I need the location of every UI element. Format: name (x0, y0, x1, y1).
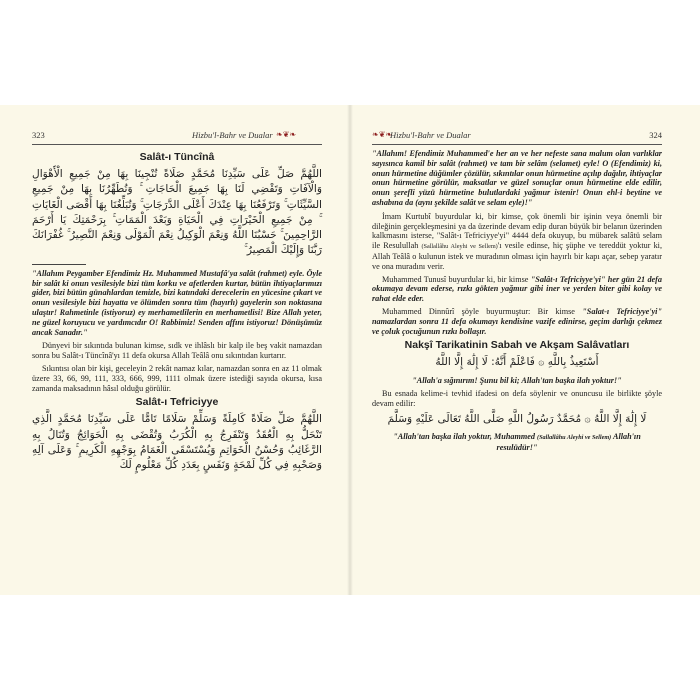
salawat-note: (Sallallâhu Aleyhi ve Sellem) (421, 243, 498, 251)
left-page (0, 105, 350, 595)
right-running-head (372, 130, 662, 142)
paragraph-text: Muhammed Dinnûrî şöyle buyurmuştur: Bir kimse (382, 306, 575, 316)
arabic-text-tevhid: لَا إِلَٰهَ إِلَّا اللَّهُ ۞ مُحَمَّدٌ رَسُولُ اللَّهِ صَلَّى اللَّهُ تَعَالَى عَلَيْهِ وَسَلَّمَ (387, 413, 647, 426)
section-title-naksi: Nakşî Tarikatinin Sabah ve Akşam Salâvatları (404, 339, 630, 352)
translation-tuncina: "Allahım Peygamber Efendimiz Hz. Muhammed Mustafâ'ya salât (rahmet) eyle. Öyle bir salât ki onun vesilesiyle bizi tüm korku ve afetlerden kurtar, bütün ihtiyaçlarımızı gider, bizi bütün günahlardan temizle, bizi katındaki derecelerin en yücesine çıkart ve onun vesilesiyle bizi hayatta ve ölümden sonra tüm (hayırlı) gayelerin son noktasına ulaştır! Rahmetinle (istiyoruz) ey merhametlilerin en merhametlisi! Bize Allah yeter, ne güzel koruyucu ve yardımcıdır O! Rabbimiz! Senden affını istiyoruz! Dönüşümüz ancak Sanadır." (32, 268, 322, 337)
separator (32, 264, 86, 265)
right-page (350, 105, 700, 595)
paragraph (372, 275, 662, 304)
translation-istiaze: "Allah'a sığınırım! Şunu bil ki; Allah'tan başka ilah yoktur!" (412, 375, 622, 385)
paragraph-text: İmam Kurtubî buyurdular ki, bir kimse, çok önemli bir işinin veya önemli bir dileğinin gerçekleşmesini ya da üzerinde devam edip duran büyük bir belanın üzerinden kalkmasını isterse, "Salât-ı Tefriciyye'yi" 4444 defa okuyup, bu mübarek salâtü selam ile Resulullah (372, 211, 662, 251)
translation-text: "Allah'tan başka ilah yoktur, Muhammed (393, 432, 535, 442)
translation-text: Allah'ın resulüdür!" (496, 432, 641, 453)
paragraph: Dünyevi bir sıkıntıda bulunan kimse, sıdk ve ihlâslı bir kalp ile beş vakit namazdan sonra bu Salât-ı Tüncînâ'yı 11 defa okursa Allah Teâlâ onu sıkıntıdan kurtarır. (32, 341, 322, 361)
paragraph-emphasis: "Salat-ı Tefriciyye'yi" namazlardan sonra 11 defa okumayı kendisine vazife edinirse, geçim darlığı çekmez ve çoluk çocuğunun rızkı bollaşır. (372, 306, 662, 336)
paragraph (372, 212, 662, 272)
salawat-note: (Sallallâhu Aleyhi ve Sellem) (537, 434, 612, 442)
book-gutter (347, 105, 353, 595)
paragraph: Sıkıntısı olan bir kişi, geceleyin 2 rekât namaz kılar, namazdan sonra en az 11 olmak üzere 33, 66, 99, 111, 333, 666, 999, 1111 olmak üzere istediği sayıda okursa, kısa zamanda maksadının hâsıl olduğu görülür. (32, 363, 322, 393)
right-ornament-icon: ❧❦❧ (372, 130, 393, 139)
left-ornament-icon: ❧❦❧ (276, 130, 297, 139)
arabic-text-tefriciyye: اللَّهُمَّ صَلِّ صَلَاةً كَامِلَةً وَسَلِّمْ سَلَامًا تَامًّا عَلَى سَيِّدِنَا مُحَمَّدٍ الَّذِي تَنْحَلُّ بِهِ الْعُقَدُ وَتَنْفَرِجُ بِهِ الْكُرَبُ وَتُقْضَى بِهِ الْحَوَائِجُ وَتُنَالُ بِهِ الرَّغَائِبُ وَحُسْنُ الْخَوَاتِمِ وَيُسْتَسْقَى الْغَمَامُ بِوَجْهِهِ الْكَرِيمِ ۚ وَعَلَى آلِهِ وَصَحْبِهِ فِي كُلِّ لَمْحَةٍ وَنَفَسٍ بِعَدَدِ كُلِّ مَعْلُومٍ لَكَ (32, 413, 322, 472)
left-header-rule (32, 144, 322, 145)
right-running-title: Hizbu'l-Bahr ve Dualar (390, 130, 471, 140)
section-title-tuncina: Salât-ı Tüncînâ (139, 151, 215, 163)
arabic-text-istiaze: أَسْتَعِيذُ بِاللَّهِ ۞ فَاعْلَمْ أَنَّهُ: لَا إِلَٰهَ إِلَّا اللَّهُ (435, 356, 599, 369)
right-page-body (372, 149, 662, 457)
paragraph (372, 307, 662, 336)
paragraph: Bu esnada kelime-i tevhid ifadesi on defa söylenir ve onuncusu ile birlikte şöyle devam edilir: (372, 389, 662, 409)
right-page-number: 324 (649, 130, 662, 140)
book-spread (0, 105, 700, 595)
paragraph-emphasis: "Salât-ı Tefriciyye'yi" her gün 21 defa okumaya devam ederse, rızkı gökten yağmur gibi iner ve yerden biter gibi kolay ve rahat elde eder. (372, 274, 663, 304)
paragraph-text: Muhammed Tunusî buyurdular ki, bir kimse (382, 274, 529, 284)
paragraph-text: 'ı vesile edinse, hiç şüphe ve tereddüt yoktur ki, Allah Teâlâ o kulunun istek ve muradının olması için hayırlı bir kapı açar, sebep yaratır ve ona muradını verir. (372, 241, 662, 271)
left-page-number: 323 (32, 130, 45, 140)
left-page-body (32, 149, 322, 479)
right-header-rule (372, 144, 662, 145)
section-title-tefriciyye: Salât-ı Tefriciyye (135, 396, 219, 409)
left-running-head (32, 130, 322, 142)
translation-tevhid (372, 432, 662, 453)
translation-tefriciyye: "Allahım! Efendimiz Muhammed'e her an ve her nefeste sana malum olan varlıklar sayısınca kamil bir salât (rahmet) ve tam bir selâm (selamet) eyle! O (Efendimiz) ki, onun hürmetine düğümler çözülür, sıkıntılar onun hürmetine açılıp dağılır, ihtiyaçlar onun hürmetine görülür, maksatlar ve güzel sonuçlar onun hürmetine elde edilir, onun şerefli yüzü hürmetine bulutlardaki yağmur istenir! Onun ehl-i beytine ve ashabına da (aynı şekilde salât ve selam eyle)!" (372, 149, 662, 207)
arabic-text-tuncina: اللَّهُمَّ صَلِّ عَلَى سَيِّدِنَا مُحَمَّدٍ صَلَاةً تُنْجِينَا بِهَا مِنْ جَمِيعِ الْأَهْوَالِ وَالْآفَاتِ وَتَقْضِي لَنَا بِهَا جَمِيعَ الْحَاجَاتِ ۚ وَتُطَهِّرُنَا بِهَا مِنْ جَمِيعِ السَّيِّئَاتِ ۚ وَتَرْفَعُنَا بِهَا عِنْدَكَ أَعْلَى الدَّرَجَاتِ ۚ وَتُبَلِّغُنَا بِهَا أَقْصَى الْغَايَاتِ ۚ مِنْ جَمِيعِ الْخَيْرَاتِ فِي الْحَيَاةِ وَبَعْدَ الْمَمَاتِ ۚ بِرَحْمَتِكَ يَا أَرْحَمَ الرَّاحِمِينَ ۚ حَسْبُنَا اللَّهُ وَنِعْمَ الْوَكِيلُ نِعْمَ الْمَوْلَى وَنِعْمَ النَّصِيرُ ۚ غُفْرَانَكَ رَبَّنَا وَإِلَيْكَ الْمَصِيرُ ۚ (32, 168, 322, 257)
left-running-title: Hizbu'l-Bahr ve Dualar (192, 130, 273, 140)
